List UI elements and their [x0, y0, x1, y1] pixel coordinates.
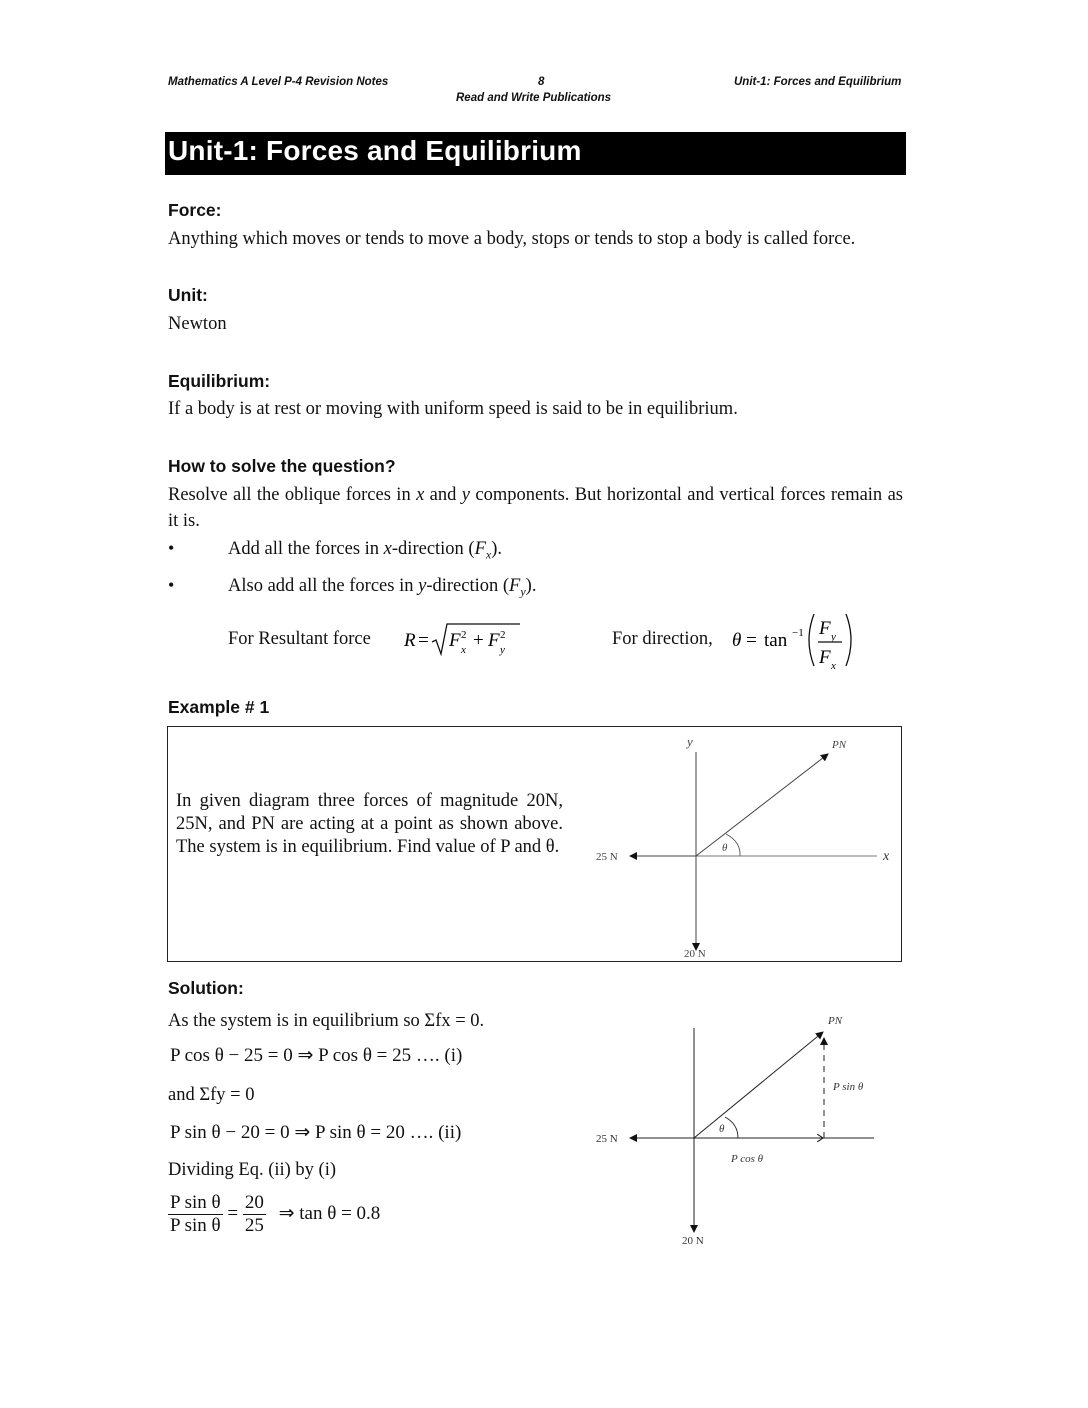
rhs-denominator: 25: [244, 1215, 264, 1236]
force-p-arrow: [694, 1032, 823, 1138]
solution-line-1: As the system is in equilibrium so Σfx = 0.: [168, 1011, 485, 1031]
angle-label: θ: [719, 1123, 725, 1135]
var-f: F: [509, 576, 521, 596]
subscript-x: x: [485, 547, 492, 562]
bullet-text: ).: [525, 576, 537, 596]
solution-line-5: Dividing Eq. (ii) by (i): [168, 1160, 337, 1180]
force-p-arrow: [696, 754, 828, 856]
svg-text:F: F: [819, 618, 831, 639]
unit-title-bar: [165, 132, 906, 175]
svg-text:F: F: [819, 647, 831, 668]
example-force-diagram: [580, 728, 900, 960]
direction-formula: [730, 608, 860, 672]
angle-arc: [726, 834, 740, 856]
svg-text:=: =: [418, 630, 429, 651]
solution-line-3: and Σfy = 0: [168, 1085, 255, 1105]
subscript-y: y: [520, 584, 526, 599]
svg-text:F: F: [488, 630, 500, 651]
svg-text:tan: tan: [764, 630, 788, 651]
bullet-text: Also add all the forces in: [228, 576, 419, 596]
force-p-label: PN: [832, 739, 847, 751]
var-x: x: [383, 539, 392, 559]
how-to-body: [168, 482, 903, 534]
equilibrium-heading: Equilibrium:: [168, 371, 271, 391]
equals-sign: =: [227, 1202, 239, 1224]
example-heading: Example # 1: [168, 697, 270, 717]
var-y: y: [418, 576, 427, 596]
svg-text:y: y: [500, 644, 505, 656]
resultant-label: For Resultant force: [228, 629, 371, 649]
direction-label: For direction,: [612, 629, 713, 649]
how-to-text: components. But horizontal and vertical forces remain as it is.: [168, 485, 903, 531]
solution-line-4: P sin θ − 20 = 0 ⇒ P sin θ = 20 …. (ii): [170, 1122, 462, 1143]
running-header-right: Unit-1: Forces and Equilibrium: [734, 76, 902, 88]
var-y: y: [461, 485, 470, 505]
bullet-text: Add all the forces in: [228, 539, 384, 559]
tan-result: ⇒ tan θ = 0.8: [278, 1202, 381, 1224]
svg-text:R: R: [404, 630, 416, 651]
svg-text:2: 2: [461, 629, 467, 641]
bullet-icon: •: [168, 538, 175, 558]
page-number: 8: [538, 76, 545, 88]
unit-heading: Unit:: [168, 285, 208, 305]
publisher: Read and Write Publications: [456, 92, 612, 104]
force-20n-label: 20 N: [684, 948, 706, 960]
force-heading: Force:: [168, 200, 222, 220]
angle-arc: [725, 1117, 738, 1138]
x-axis-label: x: [883, 849, 890, 864]
how-to-heading: How to solve the question?: [168, 456, 396, 476]
force-25n-label: 25 N: [596, 1133, 618, 1145]
svg-text:2: 2: [500, 629, 506, 641]
bullet-text: ).: [491, 539, 503, 559]
lhs-fraction: [168, 1192, 223, 1237]
svg-text:−1: −1: [792, 627, 804, 639]
rhs-numerator: 20: [244, 1192, 264, 1213]
svg-text:θ: θ: [732, 630, 742, 651]
how-to-text: and: [424, 485, 462, 505]
svg-text:+: +: [473, 630, 484, 651]
solution-force-diagram: [580, 1008, 890, 1253]
y-axis-label: y: [687, 734, 693, 749]
running-header-left: Mathematics A Level P-4 Revision Notes: [168, 76, 389, 88]
bullet-icon: •: [168, 575, 175, 595]
bullet-text: -direction (: [391, 539, 475, 559]
equilibrium-definition: If a body is at rest or moving with uniform speed is said to be in equilibrium.: [168, 399, 738, 419]
how-to-text: Resolve all the oblique forces in: [168, 485, 417, 505]
angle-label: θ: [722, 842, 728, 854]
force-20n-label: 20 N: [682, 1235, 704, 1247]
svg-text:F: F: [449, 630, 461, 651]
force-definition: Anything which moves or tends to move a body, stops or tends to stop a body is called force.: [168, 229, 856, 249]
force-25n-label: 25 N: [596, 851, 618, 863]
p-cos-label: P cos θ: [731, 1153, 764, 1165]
unit-value: Newton: [168, 314, 227, 334]
svg-text:x: x: [461, 644, 466, 656]
example-question: In given diagram three forces of magnitude 20N, 25N, and PN are acting at a point as shown above. The system is in equilibrium. Find value of P and θ.: [176, 791, 563, 857]
solution-heading: Solution:: [168, 978, 244, 998]
svg-text:y: y: [831, 631, 836, 643]
var-x: x: [416, 485, 425, 505]
p-sin-label: P sin θ: [833, 1081, 864, 1093]
lhs-denominator: P sin θ: [170, 1215, 221, 1236]
lhs-numerator: P sin θ: [170, 1192, 221, 1213]
resultant-formula: [400, 618, 525, 660]
bullet-text: -direction (: [426, 576, 510, 596]
force-p-label: PN: [828, 1015, 843, 1027]
solution-fraction-equation: [168, 1192, 380, 1237]
unit-title: Unit-1: Forces and Equilibrium: [168, 135, 582, 166]
bullet-item-fy: [228, 573, 536, 605]
solution-line-2: P cos θ − 25 = 0 ⇒ P cos θ = 25 …. (i): [170, 1045, 463, 1066]
svg-text:x: x: [831, 660, 836, 672]
var-f: F: [474, 539, 486, 559]
bullet-item-fx: [228, 536, 502, 568]
svg-text:=: =: [746, 630, 757, 651]
rhs-fraction: [243, 1192, 266, 1237]
